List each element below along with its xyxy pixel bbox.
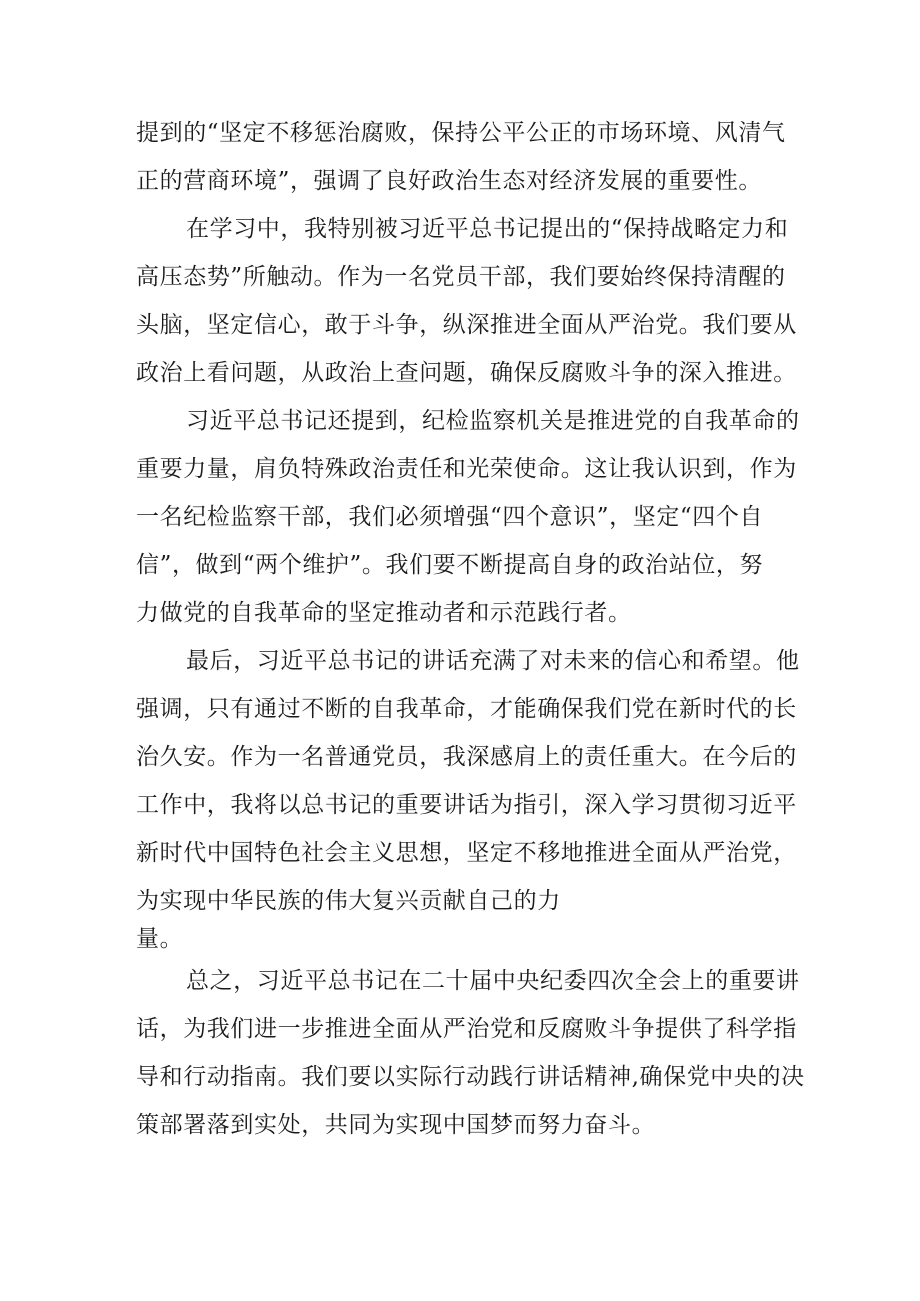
paragraph-line: 强调，只有通过不断的自我革命，才能确保我们党在新时代的长 xyxy=(136,696,797,722)
paragraph-line: 治久安。作为一名普通党员，我深感肩上的责任重大。在今后的 xyxy=(136,744,797,770)
paragraph-line: 为实现中华民族的伟大复兴贡献自己的力 xyxy=(136,888,561,914)
paragraph-line: 在学习中，我特别被习近平总书记提出的“保持战略定力和 xyxy=(186,216,789,242)
paragraph-line: 策部署落到实处，共同为实现中国梦而努力奋斗。 xyxy=(136,1112,656,1138)
paragraph-line: 力做党的自我革命的坚定推动者和示范践行者。 xyxy=(136,600,632,626)
paragraph-line: 提到的“坚定不移惩治腐败，保持公平公正的市场环境、风清气 xyxy=(136,120,786,146)
paragraph-line: 信”，做到“两个维护”。我们要不断提高自身的政治站位，努 xyxy=(136,552,764,578)
paragraph-line: 高压态势”所触动。作为一名党员干部，我们要始终保持清醒的 xyxy=(136,264,786,290)
paragraph-line: 正的营商环境”，强调了良好政治生态对经济发展的重要性。 xyxy=(136,168,762,194)
paragraph-line: 新时代中国特色社会主义思想，坚定不移地推进全面从严治党， xyxy=(136,840,797,866)
paragraph-line: 导和行动指南。我们要以实际行动践行讲话精神,确保党中央的决 xyxy=(136,1064,805,1090)
paragraph-line: 一名纪检监察干部，我们必须增强“四个意识”，坚定“四个自 xyxy=(136,504,764,530)
paragraph-line: 最后，习近平总书记的讲话充满了对未来的信心和希望。他 xyxy=(186,648,800,674)
paragraph-line: 工作中，我将以总书记的重要讲话为指引，深入学习贯彻习近平 xyxy=(136,792,797,818)
paragraph-line: 重要力量，肩负特殊政治责任和光荣使命。这让我认识到，作为 xyxy=(136,456,797,482)
paragraph-line: 习近平总书记还提到，纪检监察机关是推进党的自我革命的 xyxy=(186,408,800,434)
paragraph-line: 政治上看问题，从政治上查问题，确保反腐败斗争的深入推进。 xyxy=(136,360,797,386)
paragraph-line: 话，为我们进一步推进全面从严治党和反腐败斗争提供了科学指 xyxy=(136,1016,797,1042)
paragraph-line: 量。 xyxy=(136,926,184,952)
paragraph-line: 总之，习近平总书记在二十届中央纪委四次全会上的重要讲 xyxy=(186,968,800,994)
paragraph-line: 头脑，坚定信心，敢于斗争，纵深推进全面从严治党。我们要从 xyxy=(136,312,797,338)
